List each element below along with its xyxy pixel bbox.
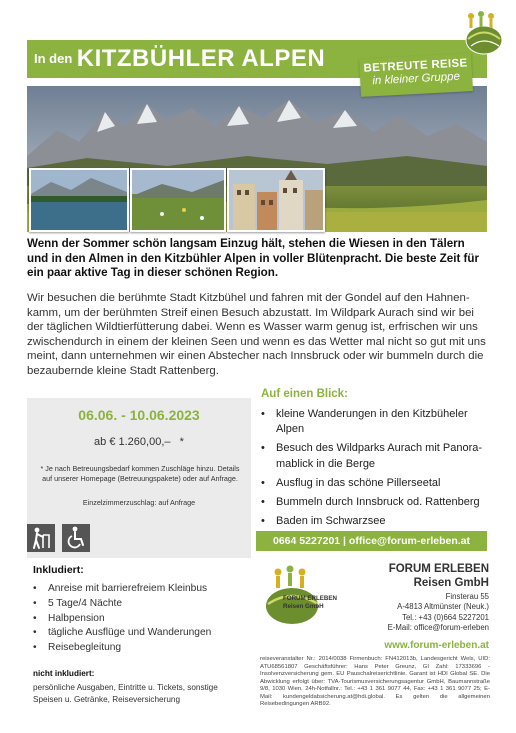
website-link[interactable]: www.forum-erleben.at [384, 640, 489, 651]
organizer-name-line2: Reisen GmbH [413, 577, 489, 589]
address-city: A-4813 Altmünster (Neuk.) [397, 602, 489, 612]
forum-erleben-logo [262, 560, 344, 628]
list-item: • 5 Tage/4 Nächte [33, 597, 248, 612]
list-item: • Besuch des Wildparks Aurach mit Panoramablick in die Berge [261, 441, 493, 471]
wheelchair-icon [62, 524, 90, 552]
included-title: Inkludiert: [33, 564, 84, 576]
address-email: E-Mail: office@forum-erleben [387, 623, 489, 633]
address-street: Finsterau 55 [445, 592, 489, 601]
badge-line1: BETREUTE REISE [363, 57, 468, 75]
guided-trip-badge [359, 53, 473, 97]
body-paragraph: Wir besuchen die berühmte Stadt Kitzbühel und fahren mit der Gondel auf den Hahnenkamm, um der berühmten Streif einen Besuch abzustatt. Im Wildpark Aurach sind wir bei der täglichen Wildtierfütterung dabei. Wenn es Wasser warm genug ist, erfrischen wir uns zwischendurch in einem der kleinen Seen und wenn es das Wetter mal nicht so gut mit uns meint, dann unternehmen wir einen Abstecher nach Innsbruck oder wir bummeln durch die bezaubernde kleine Stadt Rattenberg. [27, 292, 486, 377]
lead-paragraph: Wenn der Sommer schön langsam Einzug hält, stehen die Wiesen in den Tälern und in den Almen in den Kitzbühler Alpen in voller Blütenpracht. Die beste Zeit für ein paar aktive Tag in dieser schönen Region. [27, 237, 479, 279]
town-thumbnail-photo [227, 168, 325, 232]
title-prefix: In den [34, 51, 73, 66]
title-main: KITZBÜHLER ALPEN [76, 45, 326, 72]
address-phone: Tel.: +43 (0)664 5227201 [402, 612, 489, 622]
globe-logo [459, 6, 505, 56]
list-item: • Reisebegleitung [33, 641, 248, 656]
meadow-thumbnail-photo [130, 168, 226, 232]
page-title [34, 45, 325, 73]
included-list [33, 582, 248, 656]
logo-text [283, 595, 337, 610]
lake-thumbnail-photo [29, 168, 129, 232]
list-item: • Bummeln durch Innsbruck od. Rattenberg [261, 495, 493, 510]
organizer-address [356, 592, 489, 634]
logo-text-line1: FORUM ERLEBEN [283, 595, 337, 602]
badge-line2: in kleiner Gruppe [372, 70, 461, 88]
excluded-title: nicht inkludiert: [33, 669, 95, 678]
list-item: • kleine Wanderungen in den Kitzbüheler Alpen [261, 407, 493, 437]
price-note: * Je nach Betreuungsbedarf kommen Zuschläge hinzu. Details auf unserer Homepage (Betreuungspakete) oder auf Anfrage. [40, 464, 240, 483]
list-item: • Ausflug in das schöne Pillerseetal [261, 476, 493, 491]
glance-list [261, 407, 493, 533]
contact-bar: 0664 5227201 | office@forum-erleben.at [256, 531, 487, 551]
glance-title: Auf einen Blick: [261, 388, 348, 400]
trip-price: ab € 1.260,00,– * [94, 436, 184, 448]
list-item: • tägliche Ausflüge und Wanderungen [33, 626, 248, 641]
logo-text-line2: Reisen GmbH [283, 602, 324, 610]
organizer-name-line1: FORUM ERLEBEN [388, 563, 489, 575]
walker-icon [27, 524, 55, 552]
single-room-note: Einzelzimmerzuschlag: auf Anfrage [82, 498, 196, 507]
legal-text: reiseveranstalter Nr.: 2014/0038 Firmenbuch: FN412013b, Landesgericht Wels, UID: ATU68561807 Geschäftsführer: Hans Peter Greunz, GI Zahl: 17333696 - Insolvenzversicherung gem. EU Pauschalreiserichtlinie. Garant ist HDI Global SE. Die Abwicklung erfolgt über: TVA-Tourismusversicherungsagentur GmbH, Baumannstraße 9/8, 1030 Wien. 24h-Notfallnr.: Tel.: +43 1 361 9077 44, Fax: +43 1 361 9077 25; E-Mail: kundengeldabsicherung.at@hdi.global. Es gelten die allgemeinen Reisebedingungen ARB92. [260, 656, 490, 708]
list-item: • Halbpension [33, 612, 248, 627]
excluded-text: persönliche Ausgaben, Eintritte u. Tickets, sonstige Speisen u. Getränke, Reiseversicherung [33, 683, 218, 704]
list-item: • Anreise mit barrierefreiem Kleinbus [33, 582, 248, 597]
list-item: • Baden im Schwarzsee [261, 514, 493, 529]
organizer-name [356, 562, 489, 590]
trip-dates: 06.06. - 10.06.2023 [78, 407, 200, 423]
